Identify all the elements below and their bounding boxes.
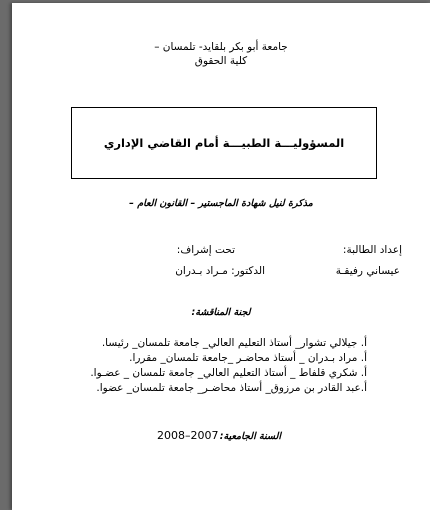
committee-member: أ. جيلالي تشوار_ أستاذ التعليم العالي_ جامعة تلمسان_ رئيسا.: [101, 337, 367, 349]
thesis-subtitle: مذكرة لنيل شهادة الماجستير – القانون العام –: [129, 198, 313, 209]
committee-member: أ. شكري قلفاط _ أستاذ التعليم العالي_ جامعة تلمسان _ عضـوا.: [90, 367, 367, 379]
committee-member: أ.عبد القادر بن مرزوق_ أستاذ محاضـر_ جامعة تلمسان_ عضوا.: [96, 382, 367, 394]
document-page: [12, 3, 430, 510]
committee-heading: لجنة المناقشة:: [191, 307, 251, 318]
thesis-title-box: [71, 107, 377, 179]
faculty-name: كلية الحقوق: [194, 55, 248, 67]
university-name: جامعة أبو بكر بلقايد- تلمسان –: [154, 41, 288, 53]
supervisor-name: الدكتور: مـراد بـدران: [175, 265, 265, 277]
supervised-by-label: تحت إشراف:: [176, 244, 235, 256]
thesis-title: المسؤوليـــة الطبيـــة أمام القاضي الإداري: [103, 136, 345, 150]
prepared-by-label: إعداد الطالبة:: [342, 244, 402, 256]
committee-member: أ. مراد بـدران _ أستاذ محاضـر _جامعة تلمسان_ مقررا.: [129, 352, 367, 364]
student-name: عيساني رفيقـة: [335, 265, 400, 277]
academic-year-label: السنة الجامعية:: [219, 431, 281, 442]
academic-year-value: 2008–2007: [157, 429, 219, 442]
